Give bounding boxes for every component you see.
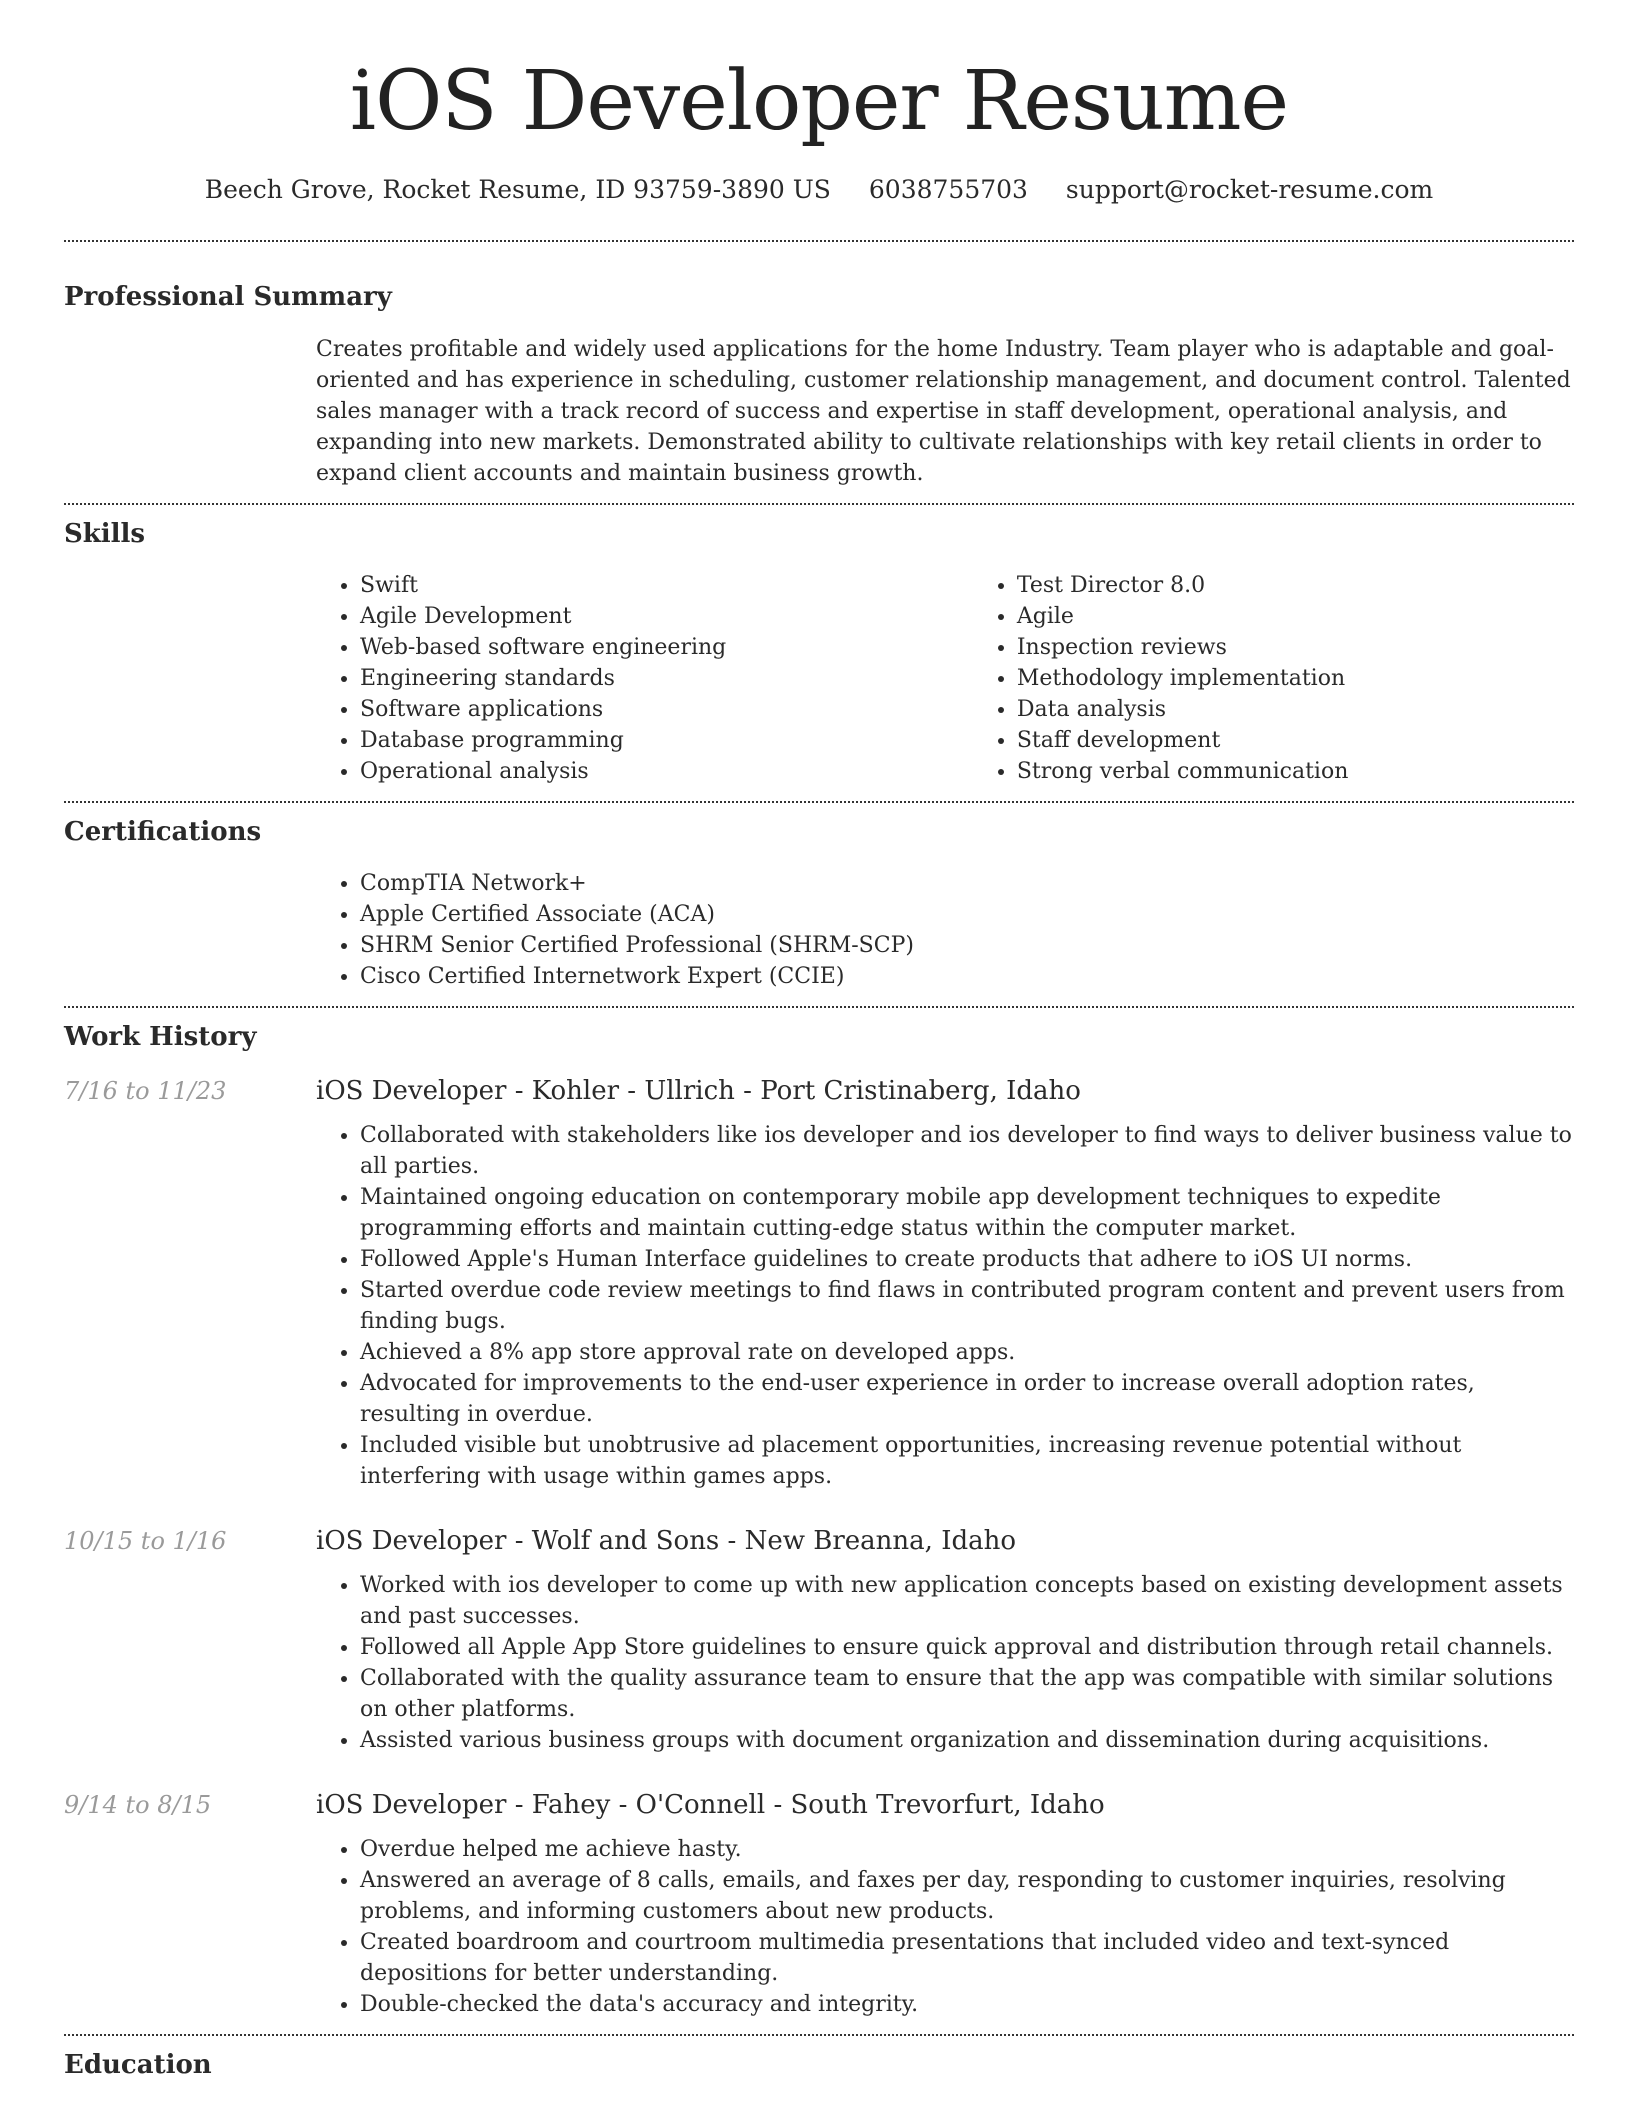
list-item: • Collaborated with the quality assurance team to ensure that the app was compatible with similar solutions on other platforms. xyxy=(360,1663,1574,1725)
list-item: • Achieved a 8% app store approval rate on developed apps. xyxy=(360,1337,1574,1368)
resume-page xyxy=(64,0,1574,2082)
summary-section xyxy=(64,242,1574,489)
list-item: • Advocated for improvements to the end-user experience in order to increase overall adoption rates, resulting in overdue. xyxy=(360,1368,1574,1430)
job-entry xyxy=(64,1788,1574,2020)
work-heading: Work History xyxy=(64,1022,257,1052)
list-item: • Data analysis xyxy=(1017,694,1574,725)
summary-content xyxy=(316,334,1574,489)
list-item: • Staff development xyxy=(1017,725,1574,756)
job-dates: 7/16 to 11/23 xyxy=(64,1077,227,1105)
list-item: • Followed all Apple App Store guidelines to ensure quick approval and distribution through retail channels. xyxy=(360,1632,1574,1663)
skills-section xyxy=(64,505,1574,787)
contact-email[interactable]: support@rocket-resume.com xyxy=(1065,175,1434,204)
list-item: • Cisco Certified Internetwork Expert (CCIE) xyxy=(360,961,1574,992)
list-item: • SHRM Senior Certified Professional (SHRM-SCP) xyxy=(360,930,1574,961)
job-bullets xyxy=(316,1120,1574,1492)
list-item: • Engineering standards xyxy=(360,663,973,694)
list-item: • Answered an average of 8 calls, emails, and faxes per day, responding to customer inquiries, resolving problems, and informing customers about new products. xyxy=(360,1865,1574,1927)
job-title: iOS Developer - Wolf and Sons - New Breanna, Idaho xyxy=(316,1526,1017,1556)
job-title: iOS Developer - Fahey - O'Connell - South Trevorfurt, Idaho xyxy=(316,1790,1105,1820)
list-item: • Included visible but unobtrusive ad placement opportunities, increasing revenue potential without interfering with usage within games apps. xyxy=(360,1430,1574,1492)
contact-line xyxy=(64,172,1574,208)
summary-heading: Professional Summary xyxy=(64,282,392,312)
education-heading: Education xyxy=(64,2050,212,2080)
list-item: • Apple Certified Associate (ACA) xyxy=(360,899,1574,930)
list-item: • Collaborated with stakeholders like ios developer and ios developer to find ways to deliver business value to all parties. xyxy=(360,1120,1574,1182)
list-item: • Strong verbal communication xyxy=(1017,756,1574,787)
education-section xyxy=(64,2036,1574,2082)
certifications-section xyxy=(64,803,1574,992)
skills-grid xyxy=(316,570,1574,787)
list-item: • Maintained ongoing education on contemporary mobile app development techniques to expedite programming efforts and maintain cutting-edge status within the computer market. xyxy=(360,1182,1574,1244)
list-item: • Double-checked the data's accuracy and integrity. xyxy=(360,1989,1574,2020)
list-item: • Test Director 8.0 xyxy=(1017,570,1574,601)
list-item: • Operational analysis xyxy=(360,756,973,787)
skills-heading: Skills xyxy=(64,519,146,549)
list-item: • CompTIA Network+ xyxy=(360,868,1574,899)
list-item: • Overdue helped me achieve hasty. xyxy=(360,1834,1574,1865)
certifications-list xyxy=(316,868,1574,992)
skills-list-right xyxy=(973,570,1574,787)
list-item: • Web-based software engineering xyxy=(360,632,973,663)
skills-list-left xyxy=(316,570,973,787)
job-bullets xyxy=(316,1570,1574,1756)
list-item: • Agile xyxy=(1017,601,1574,632)
list-item: • Created boardroom and courtroom multimedia presentations that included video and text-synced depositions for better understanding. xyxy=(360,1927,1574,1989)
work-section xyxy=(64,1008,1574,2020)
job-dates: 10/15 to 1/16 xyxy=(64,1527,227,1555)
list-item: • Inspection reviews xyxy=(1017,632,1574,663)
list-item: • Worked with ios developer to come up with new application concepts based on existing development assets and past successes. xyxy=(360,1570,1574,1632)
list-item: • Assisted various business groups with document organization and dissemination during acquisitions. xyxy=(360,1725,1574,1756)
summary-text: Creates profitable and widely used applications for the home Industry. Team player who is adaptable and goal-oriented and has experience in scheduling, customer relationship management, and document control. Talented sales manager with a track record of success and expertise in staff development, operational analysis, and expanding into new markets. Demonstrated ability to cultivate relationships with key retail clients in order to expand client accounts and maintain business growth. xyxy=(316,337,1571,486)
list-item: • Started overdue code review meetings to find flaws in contributed program content and prevent users from finding bugs. xyxy=(360,1275,1574,1337)
list-item: • Database programming xyxy=(360,725,973,756)
list-item: • Software applications xyxy=(360,694,973,725)
list-item: • Followed Apple's Human Interface guidelines to create products that adhere to iOS UI norms. xyxy=(360,1244,1574,1275)
certifications-heading: Certifications xyxy=(64,817,262,847)
contact-phone[interactable]: 6038755703 xyxy=(868,175,1028,204)
list-item: • Swift xyxy=(360,570,973,601)
job-dates: 9/14 to 8/15 xyxy=(64,1791,212,1819)
contact-address: Beech Grove, Rocket Resume, ID 93759-3890 US xyxy=(204,175,831,204)
resume-title: iOS Developer Resume xyxy=(349,54,1289,149)
job-entry xyxy=(64,1074,1574,1492)
job-bullets xyxy=(316,1834,1574,2020)
list-item: • Agile Development xyxy=(360,601,973,632)
job-entry xyxy=(64,1524,1574,1756)
certifications-content xyxy=(316,868,1574,992)
list-item: • Methodology implementation xyxy=(1017,663,1574,694)
job-title: iOS Developer - Kohler - Ullrich - Port Cristinaberg, Idaho xyxy=(316,1076,1081,1106)
